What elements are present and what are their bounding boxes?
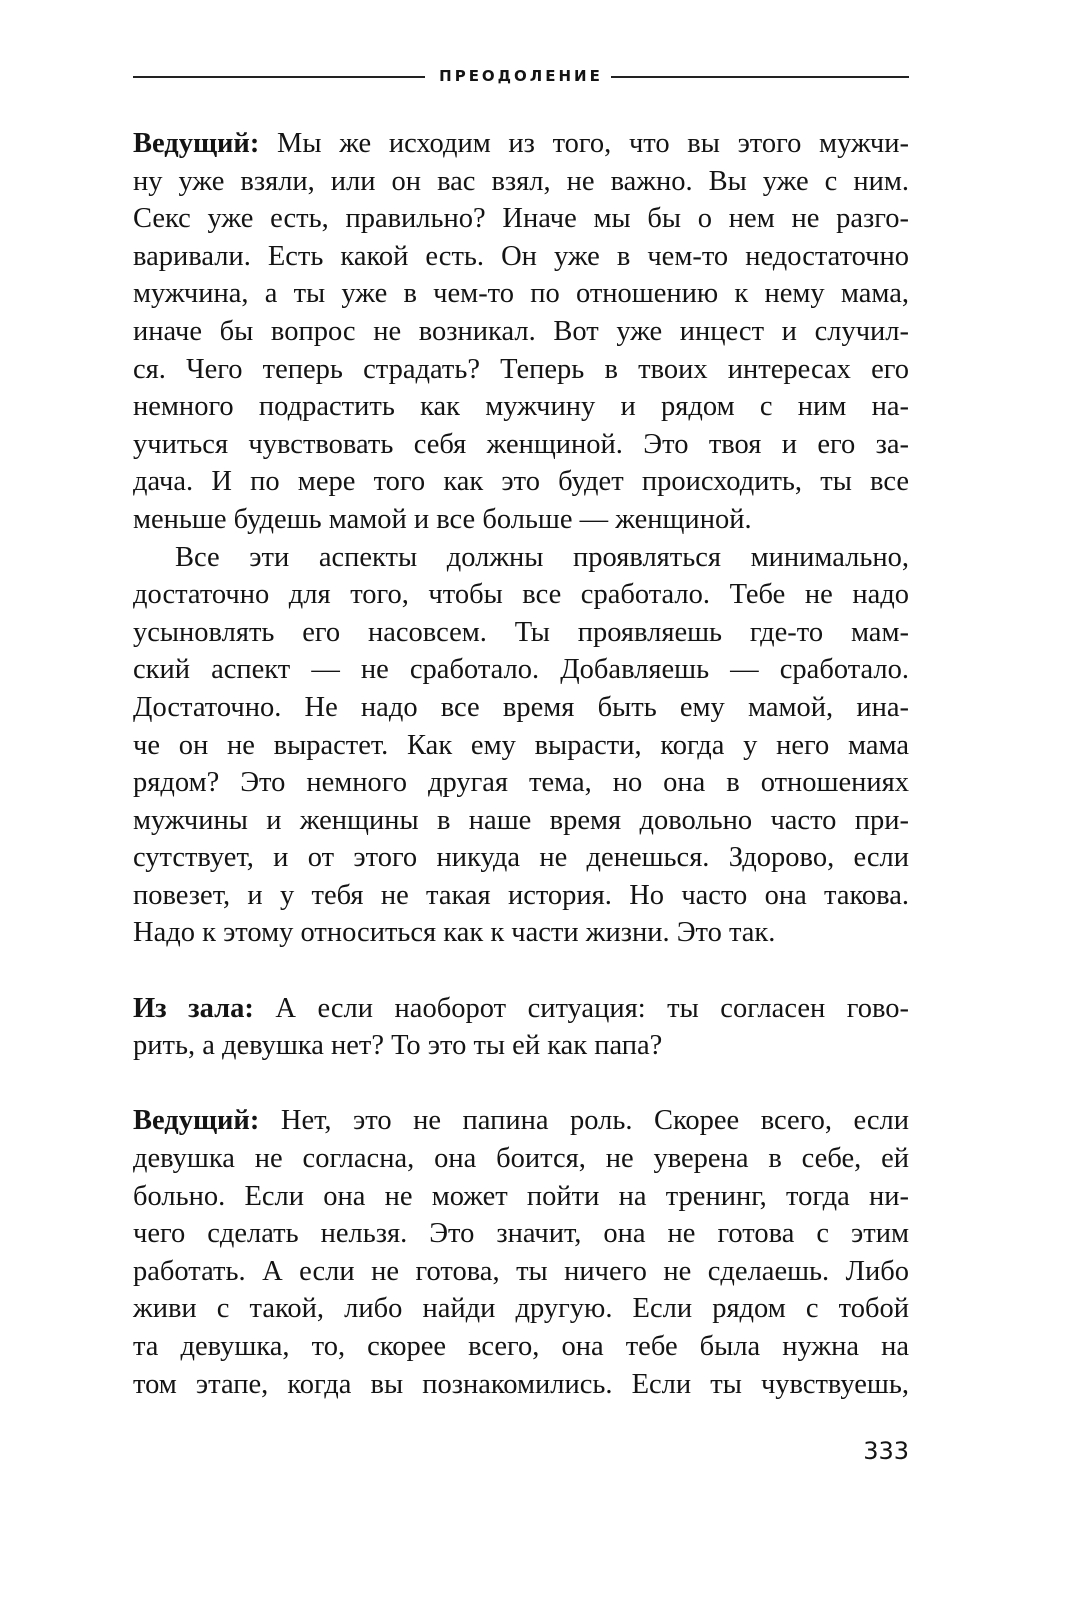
text-line [133,125,909,163]
text-line: больно. Если она не может пойти на тренинг, тогда ни- [133,1180,909,1212]
text-line: усыновлять его насовсем. Ты проявляешь где-то мам- [133,616,909,648]
text-line: учиться чувствовать себя женщиной. Это твоя и его за- [133,428,909,460]
text-line: Надо к этому относиться как к части жизни. Это так. [133,917,776,949]
text-line: повезет, и у тебя не такая история. Но часто она такова. [133,879,909,911]
text-line: рядом? Это немного другая тема, но она в отношениях [133,767,909,799]
text-line: иначе бы вопрос не возникал. Вот уже инцест и случил- [133,315,909,347]
text-line: живи с такой, либо найди другую. Если рядом с тобой [133,1293,909,1325]
speaker-label: Ведущий: [133,128,260,159]
text-line: рить, а девушка нет? То это ты ей как папа? [133,1030,663,1062]
speaker-label: Из зала: [133,992,254,1024]
text-line: девушка не согласна, она боится, не уверена в себе, ей [133,1143,909,1175]
text-line: ну уже взяли, или он вас взял, не важно. Вы уже с ним. [133,165,909,197]
text-line: варивали. Есть какой есть. Он уже в чем-то недостаточно [133,240,909,272]
paragraph-gap [133,952,909,990]
text-line: че он не вырастет. Как ему вырасти, когда у него мама [133,729,909,761]
paragraph-gap [133,1065,909,1103]
speaker-label: Ведущий: [133,1105,260,1137]
header-rule-right [611,76,909,78]
running-head-title: ПРЕОДОЛЕНИЕ [439,67,603,85]
text-line: дача. И по мере того как это будет происходить, ты все [133,466,909,498]
text-line: чего сделать нельзя. Это значит, она не готова с этим [133,1218,909,1250]
text-line: Секс уже есть, правильно? Иначе мы бы о нем не разго- [133,203,909,235]
text-line: мужчины и женщины в наше время довольно часто при- [133,804,909,836]
text-line: том этапе, когда вы познакомились. Если ты чувствуешь, [133,1368,909,1400]
text-line: мужчина, а ты уже в чем-то по отношению к нему мама, [133,278,909,310]
line-text: А если наоборот ситуация: ты согласен гово- [275,992,909,1024]
text-line [133,1102,909,1140]
running-head [133,62,909,90]
line-text: Мы же исходим из того, что вы этого мужчи- [277,128,910,159]
text-line [133,990,909,1028]
text-line: ся. Чего теперь страдать? Теперь в твоих интересах его [133,353,909,385]
text-line: меньше будешь мамой и все больше — женщиной. [133,503,752,535]
text-line: сутствует, и от этого никуда не денешься. Здорово, если [133,842,909,874]
line-text: Нет, это не папина роль. Скорее всего, если [280,1105,910,1137]
text-line: достаточно для того, чтобы все сработало. Тебе не надо [133,579,909,611]
text-line: немного подрастить как мужчину и рядом с ним на- [133,391,909,423]
text-line: ский аспект — не сработало. Добавляешь — сработало. [133,654,909,686]
page-number: 333 [863,1437,909,1465]
text-line: работать. А если не готова, ты ничего не сделаешь. Либо [133,1255,909,1287]
text-line: Достаточно. Не надо все время быть ему мамой, ина- [133,691,909,723]
text-line: та девушка, то, скорее всего, она тебе была нужна на [133,1331,909,1362]
body-text [133,125,909,1403]
text-line: Все эти аспекты должны проявляться минимально, [175,541,909,573]
